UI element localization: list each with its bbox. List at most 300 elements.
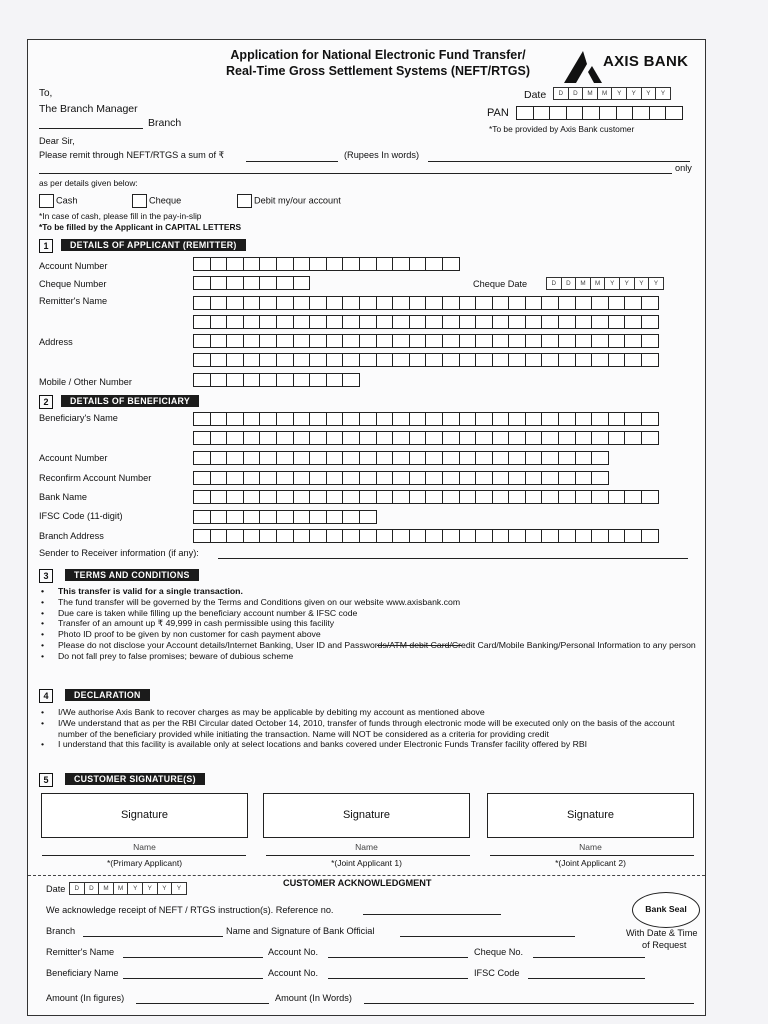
cheque-number-boxes[interactable]: [193, 276, 309, 290]
char-box[interactable]: [359, 529, 377, 543]
char-box[interactable]: [326, 490, 344, 504]
char-box[interactable]: [210, 276, 228, 290]
branch-address-boxes[interactable]: [193, 529, 658, 543]
char-box[interactable]: [226, 257, 244, 271]
char-box[interactable]: [210, 471, 228, 485]
date-char-box[interactable]: Y: [619, 277, 635, 290]
char-box[interactable]: [326, 257, 344, 271]
date-char-box[interactable]: Y: [641, 87, 657, 100]
char-box[interactable]: [376, 451, 394, 465]
char-box[interactable]: [492, 315, 510, 329]
date-char-box[interactable]: Y: [626, 87, 642, 100]
char-box[interactable]: [641, 431, 659, 445]
char-box[interactable]: [591, 412, 609, 426]
char-box[interactable]: [243, 490, 261, 504]
char-box[interactable]: [276, 315, 294, 329]
char-box[interactable]: [376, 490, 394, 504]
char-box[interactable]: [243, 296, 261, 310]
char-box[interactable]: [541, 412, 559, 426]
char-box[interactable]: [508, 490, 526, 504]
char-box[interactable]: [259, 412, 277, 426]
char-box[interactable]: [492, 490, 510, 504]
char-box[interactable]: [575, 471, 593, 485]
char-box[interactable]: [541, 431, 559, 445]
ifsc-boxes[interactable]: [193, 510, 376, 524]
char-box[interactable]: [243, 471, 261, 485]
char-box[interactable]: [459, 315, 477, 329]
char-box[interactable]: [392, 296, 410, 310]
char-box[interactable]: [309, 490, 327, 504]
char-box[interactable]: [525, 296, 543, 310]
char-box[interactable]: [376, 353, 394, 367]
char-box[interactable]: [442, 257, 460, 271]
char-box[interactable]: [243, 257, 261, 271]
char-box[interactable]: [558, 315, 576, 329]
char-box[interactable]: [309, 373, 327, 387]
char-box[interactable]: [425, 353, 443, 367]
char-box[interactable]: [508, 353, 526, 367]
char-box[interactable]: [309, 529, 327, 543]
char-box[interactable]: [492, 296, 510, 310]
char-box[interactable]: [326, 412, 344, 426]
char-box[interactable]: [459, 471, 477, 485]
char-box[interactable]: [359, 412, 377, 426]
char-box[interactable]: [293, 510, 311, 524]
char-box[interactable]: [409, 412, 427, 426]
char-box[interactable]: [641, 412, 659, 426]
char-box[interactable]: [624, 296, 642, 310]
char-box[interactable]: [459, 490, 477, 504]
char-box[interactable]: [342, 529, 360, 543]
char-box[interactable]: [541, 529, 559, 543]
char-box[interactable]: [425, 529, 443, 543]
char-box[interactable]: [508, 451, 526, 465]
debit-option[interactable]: [237, 194, 341, 208]
char-box[interactable]: [243, 510, 261, 524]
char-box[interactable]: [392, 412, 410, 426]
char-box[interactable]: [210, 315, 228, 329]
char-box[interactable]: [359, 296, 377, 310]
char-box[interactable]: [392, 451, 410, 465]
char-box[interactable]: [376, 315, 394, 329]
reconfirm-account-boxes[interactable]: [193, 471, 608, 485]
char-box[interactable]: [558, 490, 576, 504]
char-box[interactable]: [226, 471, 244, 485]
char-box[interactable]: [492, 471, 510, 485]
name-field-primary[interactable]: [42, 855, 246, 856]
char-box[interactable]: [259, 373, 277, 387]
char-box[interactable]: [442, 529, 460, 543]
char-box[interactable]: [459, 529, 477, 543]
char-box[interactable]: [243, 373, 261, 387]
char-box[interactable]: [533, 106, 551, 120]
char-box[interactable]: [193, 412, 211, 426]
ack-date-boxes[interactable]: [69, 882, 186, 895]
char-box[interactable]: [442, 412, 460, 426]
char-box[interactable]: [558, 334, 576, 348]
char-box[interactable]: [210, 490, 228, 504]
char-box[interactable]: [293, 451, 311, 465]
char-box[interactable]: [641, 296, 659, 310]
char-box[interactable]: [293, 529, 311, 543]
char-box[interactable]: [409, 257, 427, 271]
char-box[interactable]: [409, 334, 427, 348]
char-box[interactable]: [459, 431, 477, 445]
char-box[interactable]: [226, 334, 244, 348]
sender-info-field[interactable]: [218, 558, 688, 559]
char-box[interactable]: [608, 490, 626, 504]
char-box[interactable]: [591, 315, 609, 329]
char-box[interactable]: [293, 431, 311, 445]
char-box[interactable]: [259, 451, 277, 465]
char-box[interactable]: [525, 353, 543, 367]
ack-remitter-field[interactable]: [123, 957, 263, 958]
char-box[interactable]: [210, 431, 228, 445]
char-box[interactable]: [425, 334, 443, 348]
char-box[interactable]: [475, 431, 493, 445]
char-box[interactable]: [475, 315, 493, 329]
char-box[interactable]: [624, 529, 642, 543]
date-char-box[interactable]: Y: [655, 87, 671, 100]
char-box[interactable]: [608, 315, 626, 329]
date-char-box[interactable]: Y: [127, 882, 143, 895]
char-box[interactable]: [326, 353, 344, 367]
char-box[interactable]: [508, 296, 526, 310]
char-box[interactable]: [326, 296, 344, 310]
char-box[interactable]: [558, 471, 576, 485]
char-box[interactable]: [259, 296, 277, 310]
char-box[interactable]: [243, 315, 261, 329]
char-box[interactable]: [276, 412, 294, 426]
char-box[interactable]: [293, 490, 311, 504]
char-box[interactable]: [649, 106, 667, 120]
char-box[interactable]: [492, 431, 510, 445]
char-box[interactable]: [359, 257, 377, 271]
char-box[interactable]: [475, 412, 493, 426]
char-box[interactable]: [326, 529, 344, 543]
char-box[interactable]: [326, 315, 344, 329]
char-box[interactable]: [193, 529, 211, 543]
char-box[interactable]: [508, 315, 526, 329]
char-box[interactable]: [525, 334, 543, 348]
char-box[interactable]: [541, 490, 559, 504]
date-char-box[interactable]: D: [84, 882, 100, 895]
char-box[interactable]: [475, 490, 493, 504]
char-box[interactable]: [243, 353, 261, 367]
name-field-joint2[interactable]: [490, 855, 694, 856]
date-char-box[interactable]: D: [561, 277, 577, 290]
char-box[interactable]: [309, 471, 327, 485]
char-box[interactable]: [276, 431, 294, 445]
char-box[interactable]: [259, 257, 277, 271]
char-box[interactable]: [259, 315, 277, 329]
char-box[interactable]: [624, 490, 642, 504]
char-box[interactable]: [425, 412, 443, 426]
char-box[interactable]: [566, 106, 584, 120]
char-box[interactable]: [425, 257, 443, 271]
date-char-box[interactable]: Y: [142, 882, 158, 895]
date-char-box[interactable]: M: [113, 882, 129, 895]
char-box[interactable]: [326, 431, 344, 445]
char-box[interactable]: [293, 276, 311, 290]
char-box[interactable]: [326, 510, 344, 524]
char-box[interactable]: [276, 471, 294, 485]
char-box[interactable]: [226, 315, 244, 329]
char-box[interactable]: [665, 106, 683, 120]
amount-words-field-1[interactable]: [428, 161, 690, 162]
char-box[interactable]: [210, 373, 228, 387]
char-box[interactable]: [342, 412, 360, 426]
char-box[interactable]: [276, 490, 294, 504]
char-box[interactable]: [309, 451, 327, 465]
char-box[interactable]: [575, 490, 593, 504]
char-box[interactable]: [459, 451, 477, 465]
char-box[interactable]: [276, 334, 294, 348]
char-box[interactable]: [259, 529, 277, 543]
char-box[interactable]: [492, 353, 510, 367]
branch-name-field[interactable]: [39, 128, 143, 129]
char-box[interactable]: [442, 315, 460, 329]
date-char-box[interactable]: D: [69, 882, 85, 895]
char-box[interactable]: [376, 412, 394, 426]
char-box[interactable]: [293, 353, 311, 367]
char-box[interactable]: [442, 334, 460, 348]
char-box[interactable]: [359, 451, 377, 465]
char-box[interactable]: [376, 431, 394, 445]
char-box[interactable]: [608, 431, 626, 445]
char-box[interactable]: [541, 353, 559, 367]
signature-box-joint2[interactable]: Signature: [487, 793, 694, 838]
char-box[interactable]: [226, 529, 244, 543]
char-box[interactable]: [259, 276, 277, 290]
char-box[interactable]: [293, 334, 311, 348]
char-box[interactable]: [376, 296, 394, 310]
bank-name-boxes[interactable]: [193, 490, 658, 504]
char-box[interactable]: [342, 353, 360, 367]
char-box[interactable]: [376, 334, 394, 348]
char-box[interactable]: [591, 353, 609, 367]
cash-option[interactable]: [39, 194, 77, 208]
char-box[interactable]: [475, 353, 493, 367]
char-box[interactable]: [276, 529, 294, 543]
char-box[interactable]: [309, 510, 327, 524]
ack-ifsc-field[interactable]: [528, 978, 645, 979]
char-box[interactable]: [525, 451, 543, 465]
char-box[interactable]: [624, 315, 642, 329]
char-box[interactable]: [582, 106, 600, 120]
char-box[interactable]: [641, 529, 659, 543]
char-box[interactable]: [210, 412, 228, 426]
char-box[interactable]: [342, 373, 360, 387]
char-box[interactable]: [541, 471, 559, 485]
char-box[interactable]: [508, 529, 526, 543]
char-box[interactable]: [492, 334, 510, 348]
char-box[interactable]: [525, 412, 543, 426]
char-box[interactable]: [591, 334, 609, 348]
date-char-box[interactable]: Y: [634, 277, 650, 290]
char-box[interactable]: [409, 296, 427, 310]
char-box[interactable]: [541, 296, 559, 310]
char-box[interactable]: [409, 490, 427, 504]
amount-field[interactable]: [246, 161, 338, 162]
char-box[interactable]: [342, 257, 360, 271]
ack-account-field-1[interactable]: [328, 957, 468, 958]
remitter-name-boxes[interactable]: [193, 296, 658, 310]
char-box[interactable]: [359, 431, 377, 445]
date-char-box[interactable]: M: [575, 277, 591, 290]
beneficiary-name-boxes-2[interactable]: [193, 431, 658, 445]
char-box[interactable]: [276, 296, 294, 310]
char-box[interactable]: [226, 451, 244, 465]
char-box[interactable]: [293, 471, 311, 485]
char-box[interactable]: [492, 412, 510, 426]
char-box[interactable]: [276, 353, 294, 367]
char-box[interactable]: [193, 315, 211, 329]
char-box[interactable]: [442, 490, 460, 504]
char-box[interactable]: [549, 106, 567, 120]
char-box[interactable]: [632, 106, 650, 120]
char-box[interactable]: [575, 529, 593, 543]
char-box[interactable]: [475, 529, 493, 543]
char-box[interactable]: [575, 353, 593, 367]
char-box[interactable]: [392, 257, 410, 271]
char-box[interactable]: [575, 431, 593, 445]
char-box[interactable]: [309, 296, 327, 310]
char-box[interactable]: [641, 490, 659, 504]
char-box[interactable]: [359, 490, 377, 504]
ack-branch-field[interactable]: [83, 936, 223, 937]
char-box[interactable]: [226, 373, 244, 387]
photo-id-amount-field[interactable]: [377, 645, 462, 646]
char-box[interactable]: [376, 257, 394, 271]
char-box[interactable]: [558, 451, 576, 465]
char-box[interactable]: [210, 510, 228, 524]
address-boxes-1[interactable]: [193, 315, 658, 329]
char-box[interactable]: [442, 471, 460, 485]
char-box[interactable]: [575, 296, 593, 310]
char-box[interactable]: [599, 106, 617, 120]
char-box[interactable]: [442, 431, 460, 445]
pan-boxes[interactable]: [516, 106, 682, 120]
ack-account-field-2[interactable]: [328, 978, 468, 979]
amount-words-field-2[interactable]: [39, 173, 672, 174]
char-box[interactable]: [558, 353, 576, 367]
char-box[interactable]: [508, 412, 526, 426]
date-char-box[interactable]: Y: [648, 277, 664, 290]
char-box[interactable]: [641, 353, 659, 367]
char-box[interactable]: [558, 296, 576, 310]
date-char-box[interactable]: D: [553, 87, 569, 100]
char-box[interactable]: [243, 451, 261, 465]
char-box[interactable]: [508, 334, 526, 348]
char-box[interactable]: [259, 353, 277, 367]
char-box[interactable]: [359, 315, 377, 329]
char-box[interactable]: [442, 451, 460, 465]
char-box[interactable]: [425, 315, 443, 329]
char-box[interactable]: [326, 334, 344, 348]
char-box[interactable]: [226, 510, 244, 524]
char-box[interactable]: [276, 373, 294, 387]
char-box[interactable]: [492, 529, 510, 543]
char-box[interactable]: [359, 510, 377, 524]
reference-no-field[interactable]: [363, 914, 501, 915]
char-box[interactable]: [309, 431, 327, 445]
date-char-box[interactable]: M: [590, 277, 606, 290]
char-box[interactable]: [525, 431, 543, 445]
char-box[interactable]: [508, 431, 526, 445]
char-box[interactable]: [591, 490, 609, 504]
char-box[interactable]: [226, 412, 244, 426]
char-box[interactable]: [293, 373, 311, 387]
char-box[interactable]: [193, 296, 211, 310]
char-box[interactable]: [425, 490, 443, 504]
char-box[interactable]: [243, 431, 261, 445]
char-box[interactable]: [475, 296, 493, 310]
char-box[interactable]: [558, 431, 576, 445]
remitter-account-boxes[interactable]: [193, 257, 459, 271]
char-box[interactable]: [276, 451, 294, 465]
date-char-box[interactable]: Y: [611, 87, 627, 100]
char-box[interactable]: [516, 106, 534, 120]
ack-amount-figures-field[interactable]: [136, 1003, 269, 1004]
char-box[interactable]: [459, 334, 477, 348]
char-box[interactable]: [525, 315, 543, 329]
char-box[interactable]: [193, 431, 211, 445]
char-box[interactable]: [210, 257, 228, 271]
char-box[interactable]: [309, 315, 327, 329]
char-box[interactable]: [525, 490, 543, 504]
char-box[interactable]: [409, 471, 427, 485]
char-box[interactable]: [226, 276, 244, 290]
char-box[interactable]: [342, 510, 360, 524]
char-box[interactable]: [425, 296, 443, 310]
char-box[interactable]: [475, 334, 493, 348]
mobile-boxes[interactable]: [193, 373, 359, 387]
char-box[interactable]: [591, 471, 609, 485]
debit-checkbox[interactable]: [237, 194, 252, 208]
char-box[interactable]: [243, 334, 261, 348]
char-box[interactable]: [326, 471, 344, 485]
char-box[interactable]: [575, 334, 593, 348]
char-box[interactable]: [226, 490, 244, 504]
char-box[interactable]: [326, 373, 344, 387]
char-box[interactable]: [193, 471, 211, 485]
char-box[interactable]: [475, 471, 493, 485]
char-box[interactable]: [575, 315, 593, 329]
char-box[interactable]: [558, 529, 576, 543]
char-box[interactable]: [492, 451, 510, 465]
char-box[interactable]: [309, 257, 327, 271]
char-box[interactable]: [326, 451, 344, 465]
char-box[interactable]: [342, 296, 360, 310]
char-box[interactable]: [608, 334, 626, 348]
char-box[interactable]: [226, 353, 244, 367]
char-box[interactable]: [309, 412, 327, 426]
signature-box-primary[interactable]: Signature: [41, 793, 248, 838]
char-box[interactable]: [193, 490, 211, 504]
char-box[interactable]: [409, 529, 427, 543]
char-box[interactable]: [193, 510, 211, 524]
char-box[interactable]: [342, 471, 360, 485]
char-box[interactable]: [608, 412, 626, 426]
char-box[interactable]: [193, 276, 211, 290]
char-box[interactable]: [475, 451, 493, 465]
char-box[interactable]: [575, 451, 593, 465]
char-box[interactable]: [226, 431, 244, 445]
char-box[interactable]: [525, 471, 543, 485]
char-box[interactable]: [210, 296, 228, 310]
beneficiary-name-boxes-1[interactable]: [193, 412, 658, 426]
